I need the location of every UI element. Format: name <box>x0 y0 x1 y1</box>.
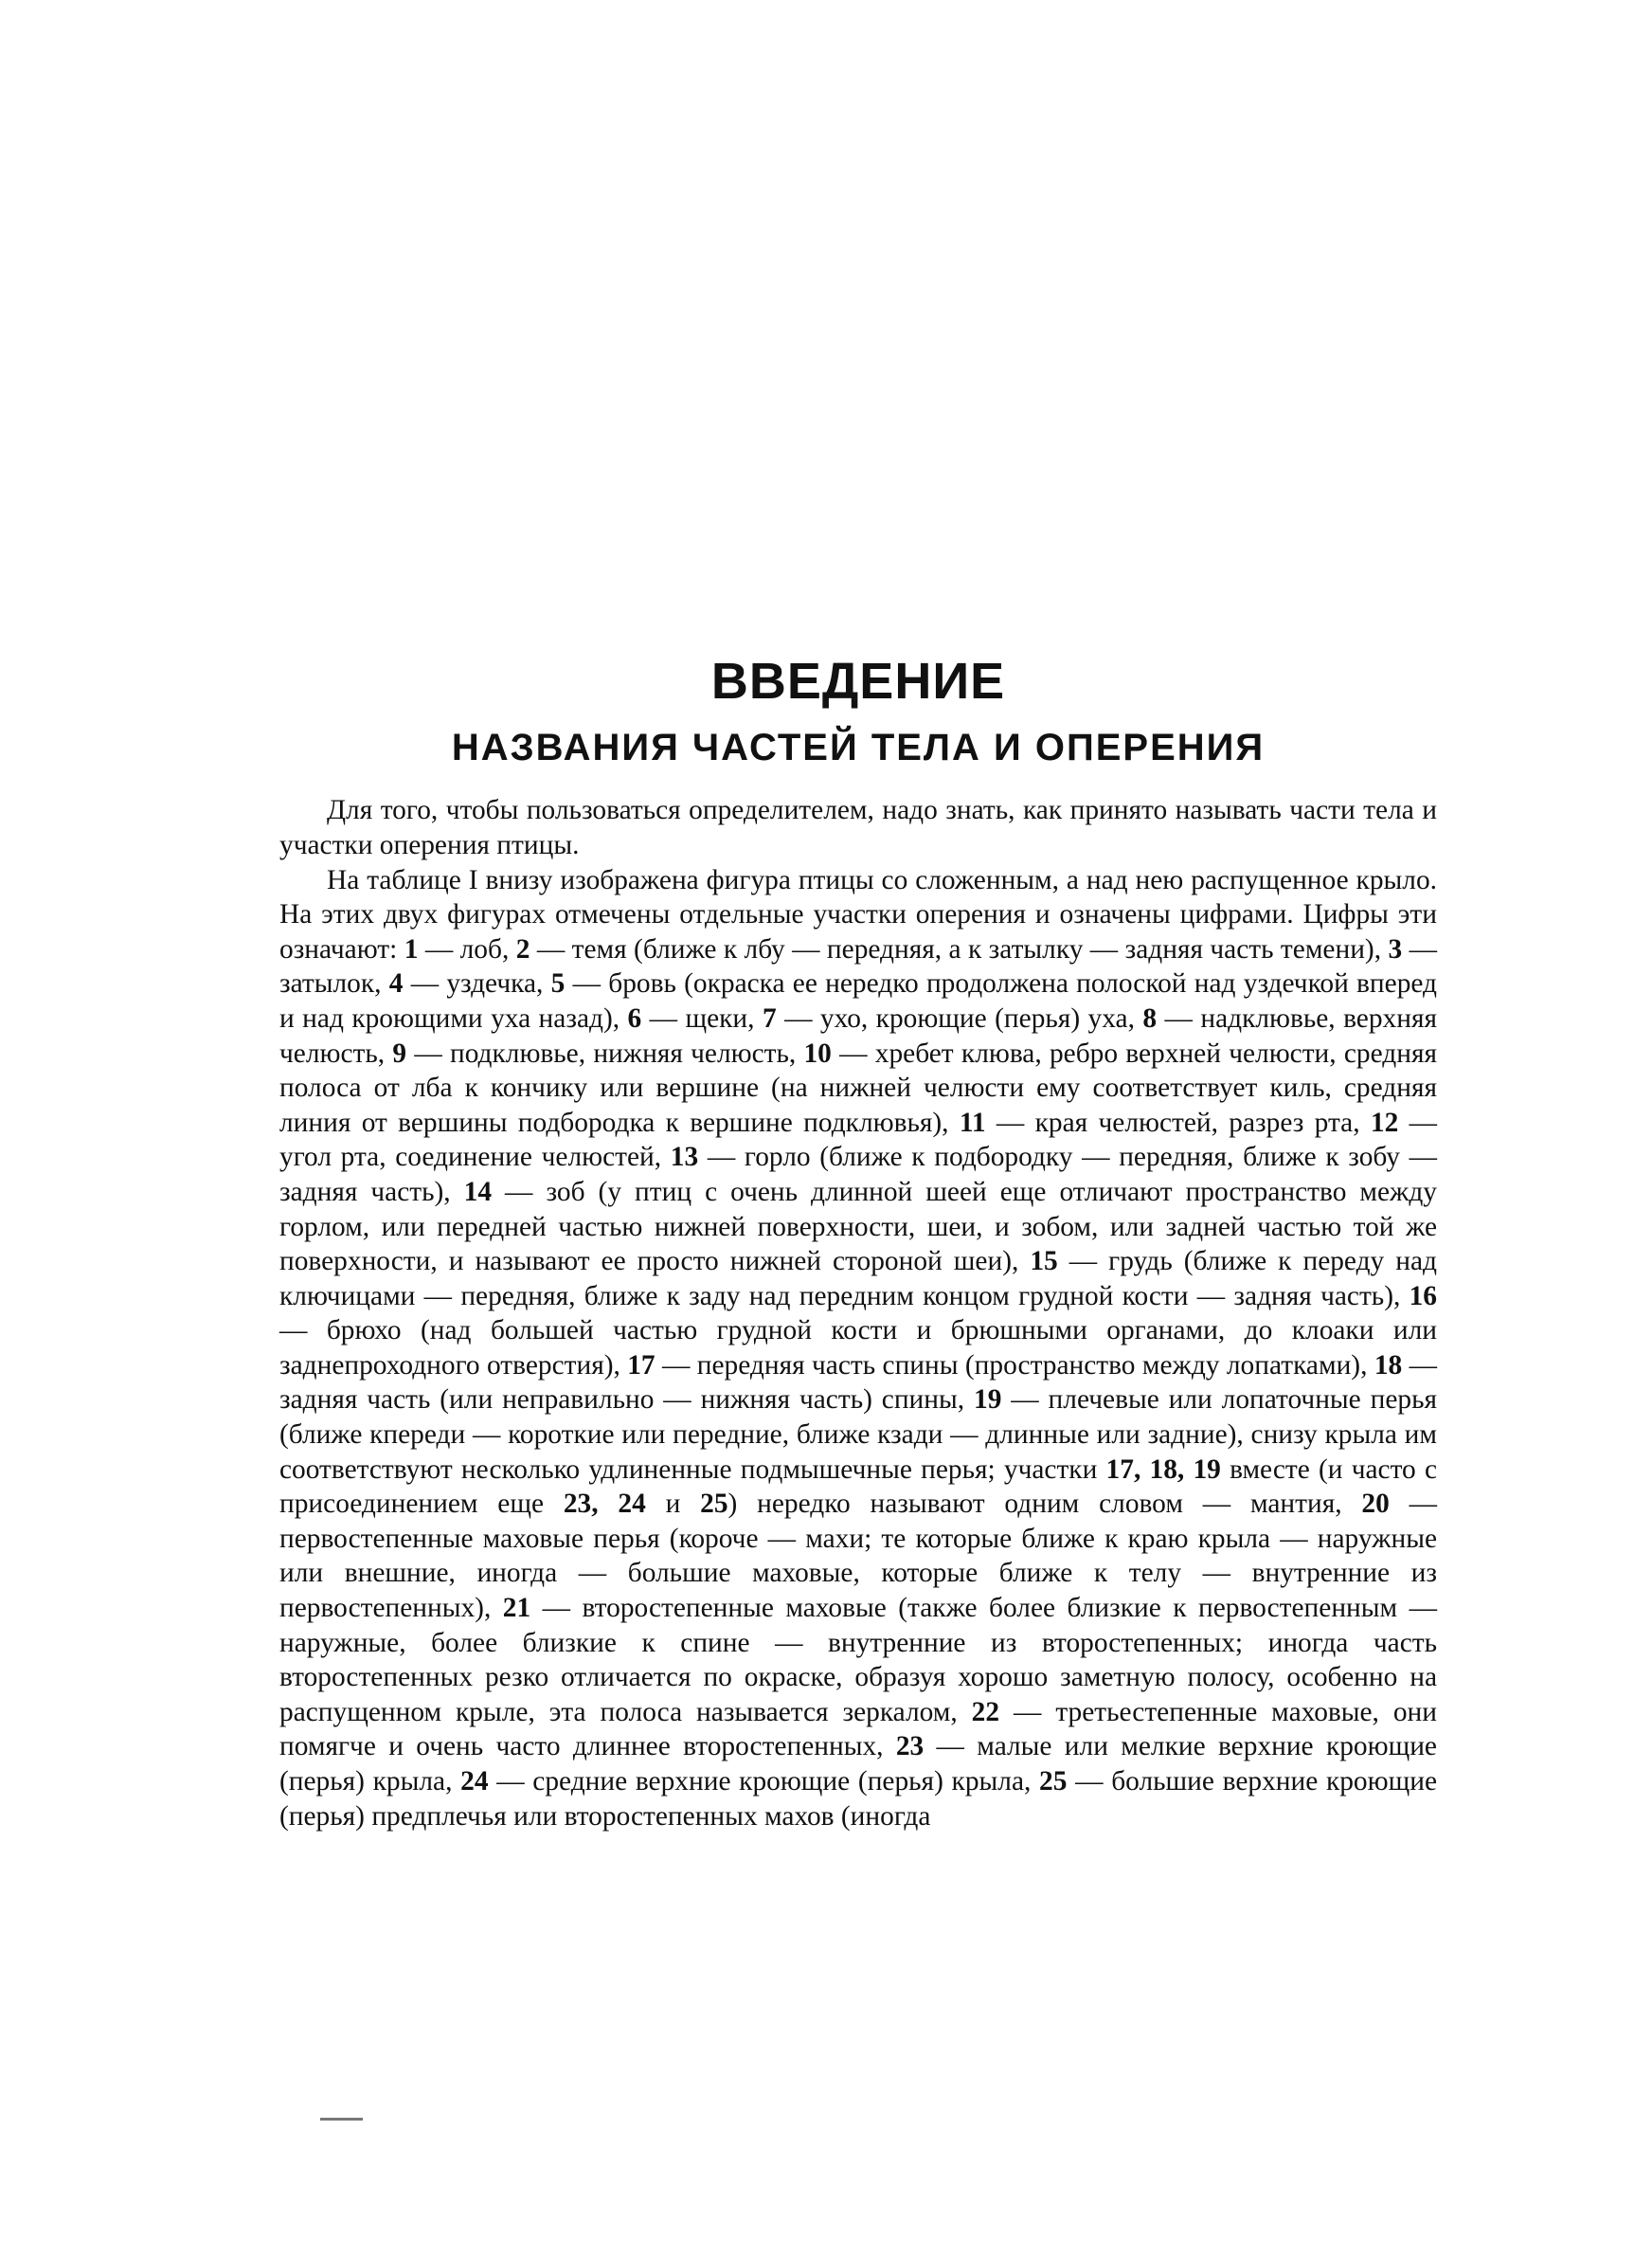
figure-number: 12 <box>1370 1107 1399 1138</box>
text-run: — бровь (окраска ее нередко продолжена полоской над уздечкой вперед и над кроющими уха назад), <box>279 968 1438 1034</box>
text-run: — угол рта, соединение челюстей, <box>279 1107 1437 1173</box>
text-run: — лоб, <box>418 933 516 965</box>
text-run: — края челюстей, разрез рта, <box>985 1107 1371 1138</box>
page-title: ВВЕДЕНИЕ <box>710 653 1006 710</box>
text-run: — подклювье, нижняя челюсть, <box>406 1038 804 1069</box>
figure-number: 16 <box>1409 1280 1437 1311</box>
figure-number: 2 <box>515 933 530 965</box>
figure-number: 13 <box>670 1142 699 1173</box>
figure-number: 17, 18, 19 <box>1105 1454 1221 1485</box>
text-run: — темя (ближе к лбу — передняя, а к затылку — задняя часть темени), <box>530 933 1389 965</box>
text-run: — уздечка, <box>403 968 551 1000</box>
text-run: — первостепенные маховые перья (короче — махи; те которые ближе к краю крыла — наружные или внешние, иногда — большие маховые, которые ближе к телу — внутренние из первостепенных), <box>279 1489 1437 1624</box>
figure-number: 11 <box>959 1107 986 1138</box>
text-run: — зоб (у птиц с очень длинной шеей еще отличают пространство между горлом, или передней частью нижней поверхности, шеи, и зобом, или задней частью той же поверхности, и называют ее просто нижней стороной шеи), <box>279 1176 1437 1277</box>
figure-number: 10 <box>803 1038 832 1069</box>
figure-number: 7 <box>762 1002 777 1034</box>
figure-number: 17 <box>627 1349 655 1381</box>
text-run: — средние верхние кроющие (перья) крыла, <box>488 1766 1040 1797</box>
figure-number: 6 <box>627 1002 642 1034</box>
figure-number: 5 <box>550 968 566 1000</box>
figure-number: 21 <box>502 1593 531 1624</box>
text-run: — надклювье, верхняя челюсть, <box>279 1002 1437 1069</box>
text-run: — горло (ближе к подбородку — передняя, ближе к зобу — задняя часть), <box>279 1142 1438 1207</box>
text-run: — затылок, <box>279 933 1437 1000</box>
figure-number: 19 <box>974 1384 1002 1416</box>
text-run: — передняя часть спины (пространство между лопатками), <box>655 1349 1374 1381</box>
text-run: — грудь (ближе к переду над ключицами — передняя, ближе к заду над передним концом грудной кости — задняя часть), <box>279 1246 1437 1311</box>
text-run: — хребет клюва, ребро верхней челюсти, средняя полоса от лба к кончику или вершине (на нижней челюсти ему соответствует киль, средняя линия от вершины подбородка к вершине подклювья), <box>279 1038 1437 1138</box>
figure-number: 22 <box>971 1696 1000 1727</box>
figure-number: 1 <box>404 933 419 965</box>
text-run: — ухо, кроющие (перья) уха, <box>776 1002 1143 1034</box>
text-run: и <box>645 1489 701 1520</box>
figure-number: 8 <box>1142 1002 1158 1034</box>
intro-paragraph: Для того, чтобы пользоваться определителем, надо знать, как принято называть части тела и участки оперения птицы. <box>279 795 1437 860</box>
text-run: — щеки, <box>641 1002 763 1034</box>
text-run: вместе (и часто с присоединением еще <box>279 1454 1438 1520</box>
figure-number: 25 <box>700 1489 728 1520</box>
body-paragraph <box>279 863 1437 1834</box>
text-run: — третьестепенные маховые, они помягче и очень часто длиннее второстепенных, <box>279 1696 1437 1762</box>
figure-number: 3 <box>1388 933 1403 965</box>
figure-number: 20 <box>1361 1489 1390 1520</box>
text-run: — брюхо (над большей частью грудной кости и брюшными органами, до клоаки или заднепроходного отверстия), <box>279 1315 1437 1381</box>
figure-number: 4 <box>388 968 404 1000</box>
figure-number: 18 <box>1374 1349 1403 1381</box>
figure-number: 23, 24 <box>563 1489 646 1520</box>
figure-number: 24 <box>460 1766 489 1797</box>
text-run: — большие верхние кроющие (перья) предплечья или второстепенных махов (иногда <box>279 1766 1437 1832</box>
figure-number: 15 <box>1030 1246 1058 1277</box>
text-run: — малые или мелкие верхние кроющие (перья) крыла, <box>279 1731 1437 1797</box>
figure-number: 9 <box>392 1038 407 1069</box>
figure-number: 25 <box>1039 1766 1068 1797</box>
section-subtitle: НАЗВАНИЯ ЧАСТЕЙ ТЕЛА И ОПЕРЕНИЯ <box>451 727 1266 769</box>
figure-number: 23 <box>895 1731 925 1762</box>
page-content <box>279 654 1437 1833</box>
text-run: — плечевые или лопаточные перья (ближе кпереди — короткие или передние, ближе кзади — длинные или задние), снизу крыла им соответствуют несколько удлиненные подмышечные перья; участки <box>279 1384 1437 1485</box>
page-footer-rule <box>320 2118 363 2121</box>
text-run: — задняя часть (или неправильно — нижняя часть) спины, <box>279 1349 1437 1416</box>
figure-number: 14 <box>463 1176 493 1207</box>
text-run: ) нередко называют одним словом — мантия, <box>727 1489 1362 1520</box>
text-run: — второстепенные маховые (также более близкие к первостепенным — наружные, более близкие к спине — внутренние из второстепенных; иногда часть второстепенных резко отличается по окраске, образуя хорошо заметную полосу, особенно на распущенном крыле, эта полоса называется зеркалом, <box>279 1593 1437 1727</box>
text-run: На таблице I внизу изображена фигура птицы со сложенным, а над нею распущенное крыло. На этих двух фигурах отмечены отдельные участки оперения и означены цифрами. Цифры эти означают: <box>279 864 1437 965</box>
